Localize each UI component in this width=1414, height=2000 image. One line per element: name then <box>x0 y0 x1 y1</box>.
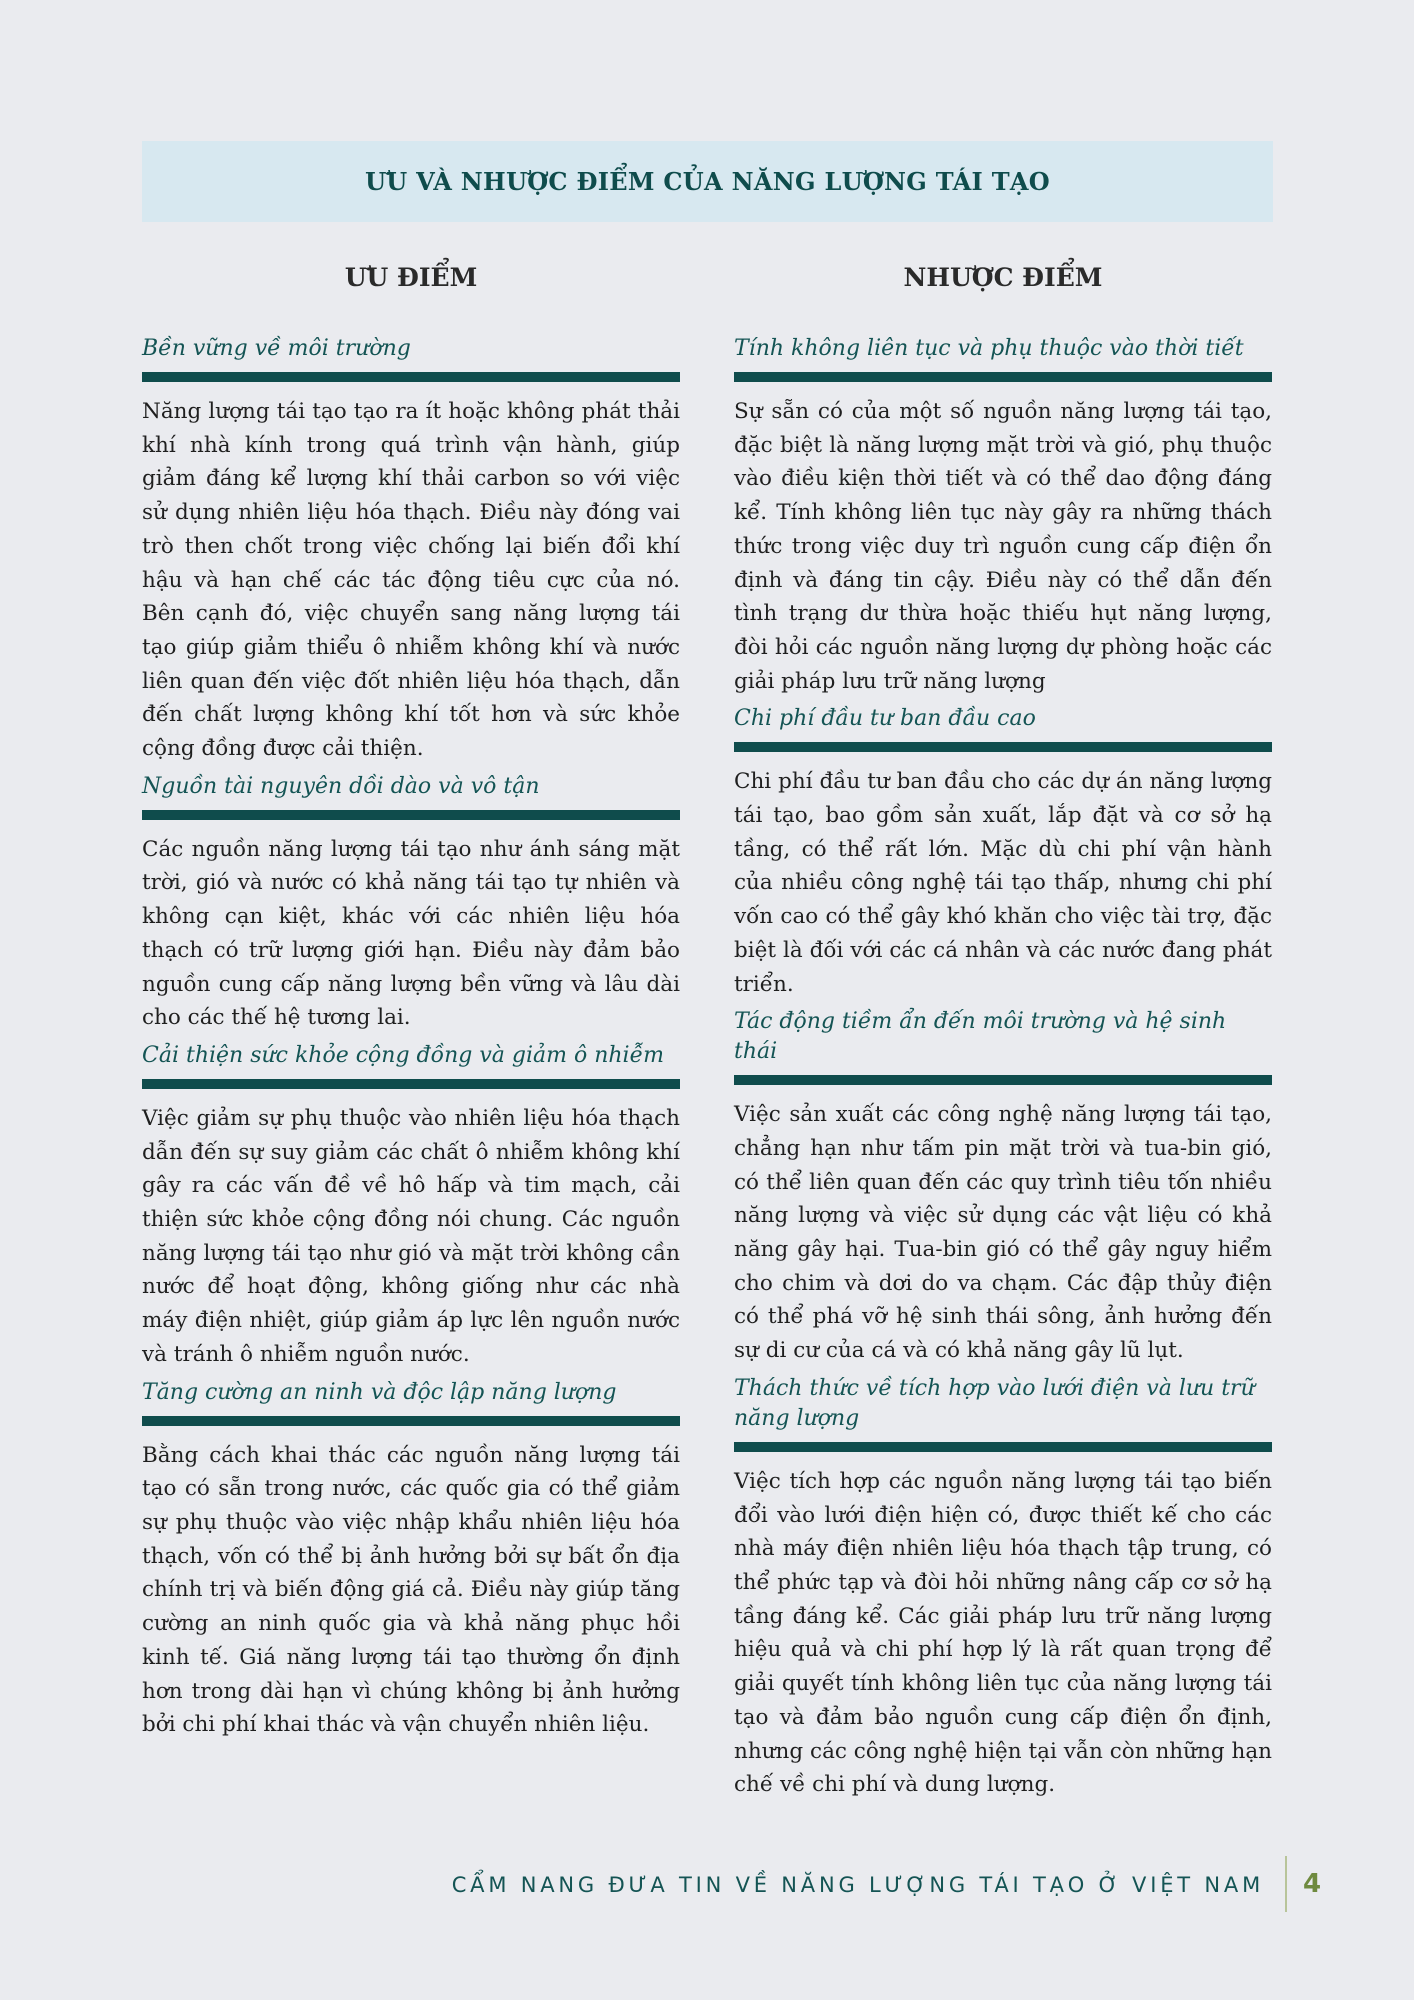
disadvantage-section <box>734 1374 1272 1802</box>
advantage-section <box>142 1041 680 1372</box>
disadvantage-section <box>734 334 1272 698</box>
page-number: 4 <box>1303 1869 1322 1899</box>
section-title: Tác động tiềm ẩn đến môi trường và hệ sinh thái <box>734 1009 1227 1065</box>
footer-title: CẨM NANG ĐƯA TIN VỀ NĂNG LƯỢNG TÁI TẠO Ở VIỆT NAM <box>451 1873 1264 1897</box>
title-banner <box>142 141 1273 222</box>
section-title: Chi phí đầu tư ban đầu cao <box>734 706 1036 732</box>
disadvantage-section <box>734 1007 1272 1368</box>
section-divider <box>734 1442 1272 1452</box>
disadvantage-section <box>734 704 1272 1001</box>
section-divider <box>734 372 1272 382</box>
disadvantages-heading: NHƯỢC ĐIỂM <box>903 263 1103 292</box>
section-divider <box>142 1416 680 1426</box>
section-title: Tăng cường an ninh và độc lập năng lượng <box>142 1379 617 1405</box>
section-title: Nguồn tài nguyên dồi dào và vô tận <box>142 773 540 799</box>
advantage-section <box>142 1378 680 1742</box>
section-title: Bền vững về môi trường <box>142 336 411 361</box>
section-divider <box>142 810 680 820</box>
section-title: Tính không liên tục và phụ thuộc vào thời tiết <box>734 336 1244 361</box>
section-body: Bằng cách khai thác các nguồn năng lượng tái tạo có sẵn trong nước, các quốc gia có thể giảm sự phụ thuộc vào việc nhập khẩu nhiên liệu hóa thạch, vốn có thể bị ảnh hưởng bởi sự bất ổn địa chính trị và biến động giá cả. Điều này giúp tăng cường an ninh quốc gia và khả năng phục hồi kinh tế. Giá năng lượng tái tạo thường ổn định hơn trong dài hạn vì chúng không bị ảnh hưởng bởi chi phí khai thác và vận chuyển nhiên liệu. <box>142 1442 680 1738</box>
advantage-section <box>142 334 680 766</box>
section-title: Cải thiện sức khỏe cộng đồng và giảm ô nhiễm <box>142 1042 664 1068</box>
section-divider <box>734 742 1272 752</box>
section-body: Năng lượng tái tạo tạo ra ít hoặc không phát thải khí nhà kính trong quá trình vận hành, giúp giảm đáng kể lượng khí thải carbon so với việc sử dụng nhiên liệu hóa thạch. Điều này đóng vai trò then chốt trong việc chống lại biến đổi khí hậu và hạn chế các tác động tiêu cực của nó. Bên cạnh đó, việc chuyển sang năng lượng tái tạo giúp giảm thiểu ô nhiễm không khí và nước liên quan đến việc đốt nhiên liệu hóa thạch, dẫn đến chất lượng không khí tốt hơn và sức khỏe cộng đồng được cải thiện. <box>142 399 680 762</box>
advantages-heading: ƯU ĐIỂM <box>344 263 478 292</box>
section-body: Việc tích hợp các nguồn năng lượng tái tạo biến đổi vào lưới điện hiện có, được thiết kế cho các nhà máy điện nhiên liệu hóa thạch tập trung, có thể phức tạp và đòi hỏi những nâng cấp cơ sở hạ tầng đáng kể. Các giải pháp lưu trữ năng lượng hiệu quả và chi phí hợp lý là rất quan trọng để giải quyết tính không liên tục của năng lượng tái tạo và đảm bảo nguồn cung cấp điện ổn định, nhưng các công nghệ hiện tại vẫn còn những hạn chế về chi phí và dung lượng. <box>734 1468 1272 1798</box>
section-divider <box>142 372 680 382</box>
section-divider <box>142 1079 680 1089</box>
section-body: Các nguồn năng lượng tái tạo như ánh sáng mặt trời, gió và nước có khả năng tái tạo tự nhiên và không cạn kiệt, khác với các nhiên liệu hóa thạch có trữ lượng giới hạn. Điều này đảm bảo nguồn cung cấp năng lượng bền vững và lâu dài cho các thế hệ tương lai. <box>142 836 680 1031</box>
advantages-column <box>142 258 680 1748</box>
section-body: Chi phí đầu tư ban đầu cho các dự án năng lượng tái tạo, bao gồm sản xuất, lắp đặt và cơ sở hạ tầng, có thể rất lớn. Mặc dù chi phí vận hành của nhiều công nghệ tái tạo thấp, nhưng chi phí vốn cao có thể gây khó khăn cho việc tài trợ, đặc biệt là đối với các cá nhân và các nước đang phát triển. <box>734 769 1272 997</box>
disadvantages-column <box>734 258 1272 1808</box>
section-body: Việc giảm sự phụ thuộc vào nhiên liệu hóa thạch dẫn đến sự suy giảm các chất ô nhiễm không khí gây ra các vấn đề về hô hấp và tim mạch, cải thiện sức khỏe cộng đồng nói chung. Các nguồn năng lượng tái tạo như gió và mặt trời không cần nước để hoạt động, không giống như các nhà máy điện nhiệt, giúp giảm áp lực lên nguồn nước và tránh ô nhiễm nguồn nước. <box>142 1105 680 1367</box>
footer-divider <box>1285 1856 1287 1912</box>
section-title: Thách thức về tích hợp vào lưới điện và lưu trữ năng lượng <box>734 1375 1255 1431</box>
section-body: Việc sản xuất các công nghệ năng lượng tái tạo, chẳng hạn như tấm pin mặt trời và tua-bin gió, có thể liên quan đến các quy trình tiêu tốn nhiều năng lượng và việc sử dụng các vật liệu có khả năng gây hại. Tua-bin gió có thể gây nguy hiểm cho chim và dơi do va chạm. Các đập thủy điện có thể phá vỡ hệ sinh thái sông, ảnh hưởng đến sự di cư của cá và có khả năng gây lũ lụt. <box>734 1102 1272 1364</box>
section-body: Sự sẵn có của một số nguồn năng lượng tái tạo, đặc biệt là năng lượng mặt trời và gió, phụ thuộc vào điều kiện thời tiết và có thể dao động đáng kể. Tính không liên tục này gây ra những thách thức trong việc duy trì nguồn cung cấp điện ổn định và đáng tin cậy. Điều này có thể dẫn đến tình trạng dư thừa hoặc thiếu hụt năng lượng, đòi hỏi các nguồn năng lượng dự phòng hoặc các giải pháp lưu trữ năng lượng <box>734 399 1272 694</box>
advantage-section <box>142 772 680 1035</box>
page-title: ƯU VÀ NHƯỢC ĐIỂM CỦA NĂNG LƯỢNG TÁI TẠO <box>365 167 1050 196</box>
section-divider <box>734 1075 1272 1085</box>
